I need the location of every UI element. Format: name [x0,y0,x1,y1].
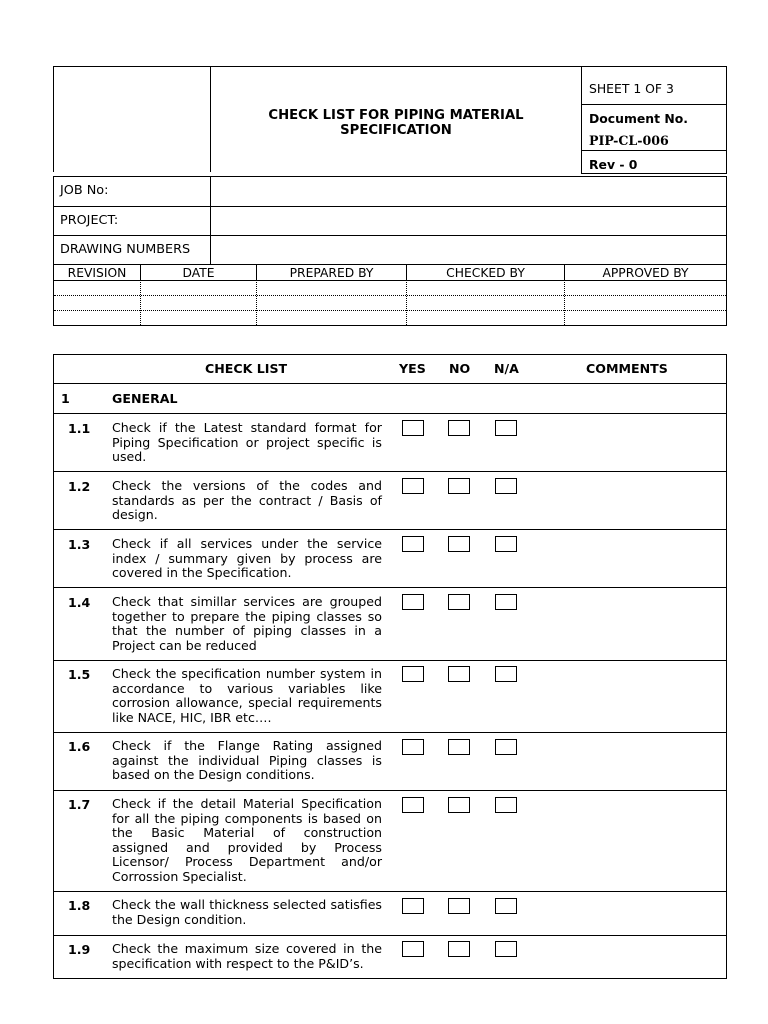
item-description: Check the wall thickness selected satisfies the Design condition. [112,897,382,927]
na-checkbox[interactable] [495,536,517,552]
no-checkbox[interactable] [448,478,470,494]
document-no-label: Document No. [589,111,688,126]
job-no-label: JOB No: [60,183,109,198]
header-row-divider [53,383,727,384]
na-checkbox[interactable] [495,898,517,914]
yes-header: YES [399,361,426,376]
rev-cell-bottom [582,173,727,174]
rev-col-line-4 [564,265,565,280]
comments-field[interactable] [530,733,726,789]
docno-cell-divider [582,150,727,151]
revision-column-header: REVISION [67,266,127,280]
logo-area [54,67,209,171]
yes-checkbox[interactable] [402,941,424,957]
yes-checkbox[interactable] [402,666,424,682]
no-checkbox[interactable] [448,420,470,436]
item-number: 1.2 [68,479,91,494]
yes-checkbox[interactable] [402,898,424,914]
no-checkbox[interactable] [448,941,470,957]
drawing-numbers-label: DRAWING NUMBERS [60,242,191,257]
yes-checkbox[interactable] [402,594,424,610]
header-right-border [726,66,727,174]
document-title [211,108,581,138]
item-description: Check if the detail Material Specification for all the piping components is based on the Basic Material of construction assigned and provided by Process Licensor/ Process Department and/or Corrossion Specialist. [112,796,382,884]
no-checkbox[interactable] [448,898,470,914]
yes-checkbox[interactable] [402,797,424,813]
title-line-1: CHECK LIST FOR PIPING MATERIAL [268,108,524,123]
na-checkbox[interactable] [495,797,517,813]
comments-header: COMMENTS [586,361,668,376]
no-checkbox[interactable] [448,594,470,610]
item-number: 1.7 [68,797,91,812]
rev-col-dotted-2 [256,280,257,325]
no-checkbox[interactable] [448,536,470,552]
comments-field[interactable] [530,588,726,659]
na-checkbox[interactable] [495,478,517,494]
document-number: PIP-CL-006 [589,133,669,148]
yes-checkbox[interactable] [402,536,424,552]
item-number: 1.5 [68,667,91,682]
section-number: 1 [61,391,70,406]
na-checkbox[interactable] [495,739,517,755]
rev-col-line-3 [406,265,407,280]
section-title: GENERAL [112,391,178,406]
prepared-by-column-header: PREPARED BY [289,266,374,280]
comments-field[interactable] [530,414,726,470]
sheet-cell-divider [582,104,727,105]
item-description: Check if the Flange Rating assigned against the individual Piping classes is based on the Design conditions. [112,738,382,782]
date-column-header: DATE [182,266,215,280]
na-checkbox[interactable] [495,594,517,610]
comments-field[interactable] [530,791,726,890]
checked-by-column-header: CHECKED BY [446,266,525,280]
no-checkbox[interactable] [448,739,470,755]
comments-field[interactable] [530,472,726,528]
comments-field[interactable] [530,661,726,731]
approved-by-column-header: APPROVED BY [602,266,689,280]
item-description: Check that simillar services are grouped together to prepare the piping classes so that the number of piping classes in a Project can be reduced [112,594,382,653]
job-no-field[interactable] [211,177,726,205]
na-checkbox[interactable] [495,941,517,957]
sheet-number: SHEET 1 OF 3 [589,81,674,96]
rev-col-line-2 [256,265,257,280]
item-number: 1.4 [68,595,91,610]
item-description: Check the specification number system in accordance to various variables like corrosion allowance, special requirements like NACE, HIC, IBR etc…. [112,666,382,725]
na-checkbox[interactable] [495,420,517,436]
item-description: Check the versions of the codes and standards as per the contract / Basis of design. [112,478,382,522]
info-row-divider-3 [53,264,727,265]
rev-col-dotted-4 [564,280,565,325]
yes-checkbox[interactable] [402,739,424,755]
item-number: 1.6 [68,739,91,754]
item-number: 1.3 [68,537,91,552]
item-description: Check if all services under the service index / summary given by process are covered in the Specification. [112,536,382,580]
no-checkbox[interactable] [448,666,470,682]
project-label: PROJECT: [60,213,119,228]
revision-row-divider-1 [54,295,726,296]
item-description: Check if the Latest standard format for Piping Specification or project specific is used. [112,420,382,464]
yes-checkbox[interactable] [402,478,424,494]
item-number: 1.9 [68,942,91,957]
revision-header-divider [53,280,727,281]
check-list-header: CHECK LIST [205,361,288,376]
yes-checkbox[interactable] [402,420,424,436]
revision-row-divider-2 [54,310,726,311]
na-header: N/A [494,361,519,376]
rev-col-dotted-3 [406,280,407,325]
comments-field[interactable] [530,530,726,586]
title-cell-divider [581,66,582,174]
comments-field[interactable] [530,936,726,978]
item-number: 1.1 [68,421,91,436]
revision-number: Rev - 0 [589,157,638,172]
drawing-numbers-field[interactable] [211,236,726,263]
no-checkbox[interactable] [448,797,470,813]
na-checkbox[interactable] [495,666,517,682]
project-field[interactable] [211,207,726,234]
comments-field[interactable] [530,892,726,934]
rev-col-line-1 [140,265,141,280]
item-description: Check the maximum size covered in the specification with respect to the P&ID’s. [112,941,382,971]
no-header: NO [449,361,471,376]
title-line-2: SPECIFICATION [340,123,452,138]
rev-col-dotted-1 [140,280,141,325]
item-number: 1.8 [68,898,91,913]
